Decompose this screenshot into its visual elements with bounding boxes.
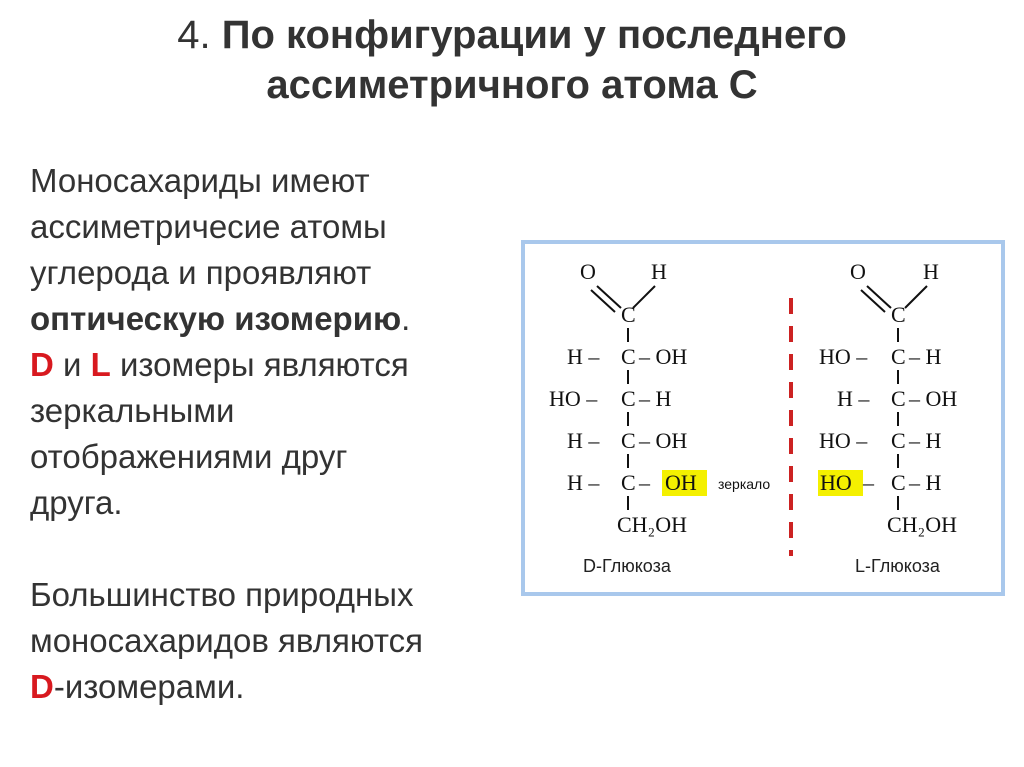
body-line bbox=[30, 342, 520, 388]
body-line bbox=[30, 296, 520, 342]
l-row4-carbon: C bbox=[891, 470, 906, 495]
slide-title bbox=[0, 10, 1024, 110]
d-row4-right: – bbox=[639, 470, 650, 495]
l-row3-left: HO – bbox=[819, 428, 868, 453]
body-line: отображениями друг bbox=[30, 438, 348, 475]
d-ch2oh: CH₂OH bbox=[617, 512, 688, 537]
d-oxygen: O bbox=[580, 259, 596, 284]
l-aldehyde-bond bbox=[905, 286, 927, 308]
l-double-bond-a bbox=[867, 286, 891, 308]
body-line-end: -изомерами. bbox=[53, 668, 245, 705]
l-glucose-structure bbox=[818, 259, 957, 576]
d-row3-carbon: C bbox=[621, 428, 636, 453]
title-number: 4. bbox=[177, 13, 211, 57]
d-row2-left: HO – bbox=[549, 386, 598, 411]
mirror-label: зеркало bbox=[718, 476, 771, 492]
l-row1-left: HO – bbox=[819, 344, 868, 369]
d-glucose-caption: D-Глюкоза bbox=[583, 556, 671, 576]
optical-isomerism-term: оптическую изомерию bbox=[30, 300, 402, 337]
paragraph-gap bbox=[30, 526, 520, 572]
d-row2-carbon: C bbox=[621, 386, 636, 411]
d-hydrogen: H bbox=[651, 259, 667, 284]
l-row4-left: – bbox=[863, 470, 874, 495]
body-line: моносахаридов являются bbox=[30, 622, 423, 659]
d-glucose-structure bbox=[549, 259, 707, 576]
l-letter: L bbox=[90, 346, 111, 383]
body-line: Моносахариды имеют bbox=[30, 162, 370, 199]
l-oxygen: O bbox=[850, 259, 866, 284]
d-double-bond-a bbox=[597, 286, 621, 308]
d-carbonyl-carbon: C bbox=[621, 302, 636, 327]
title-text-1: По конфигурации у последнего bbox=[221, 13, 847, 57]
l-hydrogen: H bbox=[923, 259, 939, 284]
d-aldehyde-bond bbox=[633, 286, 655, 308]
l-row3-carbon: C bbox=[891, 428, 906, 453]
and-text: и bbox=[53, 346, 91, 383]
l-highlighted-ho: HO bbox=[820, 470, 852, 495]
body-line: ассиметричесие атомы bbox=[30, 208, 387, 245]
d-row4-left: H – bbox=[567, 470, 600, 495]
l-row1-right: – H bbox=[909, 344, 942, 369]
body-line: друга. bbox=[30, 484, 123, 521]
body-text bbox=[30, 158, 520, 710]
mirror-line bbox=[715, 298, 791, 556]
d-row2-right: – H bbox=[639, 386, 672, 411]
d-row1-right: – OH bbox=[639, 344, 688, 369]
l-ch2oh: CH₂OH bbox=[887, 512, 958, 537]
glucose-figure bbox=[521, 240, 1005, 596]
l-carbonyl-carbon: C bbox=[891, 302, 906, 327]
d-letter: D bbox=[30, 668, 54, 705]
d-row4-carbon: C bbox=[621, 470, 636, 495]
glucose-diagram bbox=[525, 244, 1001, 592]
l-row2-right: – OH bbox=[909, 386, 958, 411]
l-row2-carbon: C bbox=[891, 386, 906, 411]
d-highlighted-oh: OH bbox=[665, 470, 697, 495]
body-line bbox=[30, 664, 520, 710]
l-double-bond-b bbox=[861, 290, 885, 312]
body-line: Большинство природных bbox=[30, 576, 414, 613]
d-row1-left: H – bbox=[567, 344, 600, 369]
d-row1-carbon: C bbox=[621, 344, 636, 369]
l-row4-right: – H bbox=[909, 470, 942, 495]
d-row3-left: H – bbox=[567, 428, 600, 453]
d-letter: D bbox=[30, 346, 54, 383]
body-line: углерода и проявляют bbox=[30, 254, 372, 291]
l-row1-carbon: C bbox=[891, 344, 906, 369]
l-row3-right: – H bbox=[909, 428, 942, 453]
body-line-end: изомеры являются bbox=[110, 346, 409, 383]
l-glucose-caption: L-Глюкоза bbox=[855, 556, 940, 576]
title-line-2: ассиметричного атома С bbox=[266, 63, 758, 107]
title-line-1 bbox=[0, 10, 1024, 60]
d-double-bond-b bbox=[591, 290, 615, 312]
body-line: зеркальными bbox=[30, 392, 235, 429]
body-line-end: . bbox=[401, 300, 411, 337]
l-row2-left: H – bbox=[837, 386, 870, 411]
d-row3-right: – OH bbox=[639, 428, 688, 453]
